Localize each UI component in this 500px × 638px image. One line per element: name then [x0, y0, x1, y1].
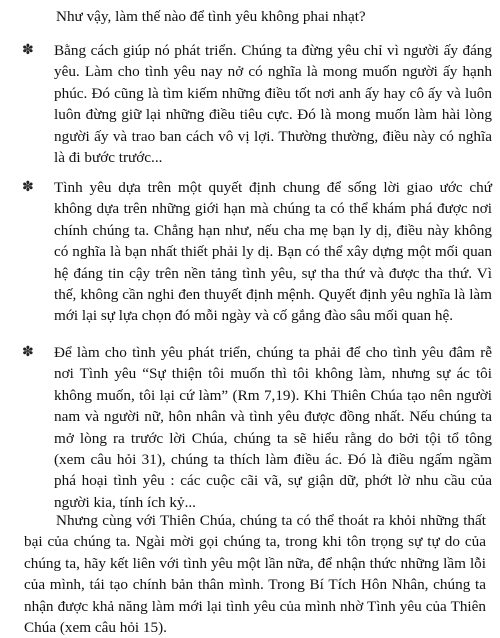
- intro-question: Như vậy, làm thế nào để tình yêu không phai nhạt?: [56, 8, 366, 25]
- bullet-text: Để làm cho tình yêu phát triển, chúng ta phải để cho tình yêu đâm rễ nơi Tình yêu “Sự thiện tôi muốn thì tôi không làm, nhưng sự ác tôi không muốn, tôi lại cứ làm” (Rm 7,19). Khi Thiên Chúa tạo nên người nam và người nữ, hôn nhân và tình yêu được đồng nhất. Nếu chúng ta mở lòng ra trước lời Chúa, chúng ta sẽ hiểu rằng do bởi tội tổ tông (xem câu hỏi 31), chúng ta thích làm điều ác. Đó là điều ngấm ngầm phá hoại tình yêu : các cuộc cãi vã, sự giận dữ, phớt lờ nhu cầu của người kia, tính ích kỷ...: [54, 344, 492, 511]
- asterisk-bullet-icon: ✽: [22, 180, 34, 195]
- bullet-text: Tình yêu dựa trên một quyết định chung để sống lời giao ước chứ không dựa trên những giới hạn mà chúng ta có thể khám phá được nơi chính chúng ta. Chẳng hạn như, nếu cha mẹ bạn ly dị, điều này không có nghĩa là bạn nhất thiết phải ly dị. Bạn có thể xây dựng một mối quan hệ đáng tin cậy trên nền tảng tình yêu, sự tha thứ và được tha thứ. Vì thế, không cần nghi đen thuyết định mệnh. Quyết định yêu nghĩa là làm mới lại sự lựa chọn đó mỗi ngày và cố gắng đào sâu mối quan hệ.: [54, 179, 492, 325]
- asterisk-bullet-icon: ✽: [22, 345, 34, 360]
- bullet-text: Bằng cách giúp nó phát triển. Chúng ta đừng yêu chỉ vì người ấy đáng yêu. Làm cho tình yêu nay nở có nghĩa là mong muốn người ấy hạnh phúc. Đó cũng là tìm kiếm những điều tốt nơi anh ấy hay cô ấy và luôn luôn đừng giữ lại những điều tiêu cực. Đó là mong muốn làm hài lòng người ấy và trao ban cách vô vị lợi. Thường thường, điều này có nghĩa là đi bước trước...: [54, 42, 492, 167]
- asterisk-bullet-icon: ✽: [22, 43, 34, 58]
- closing-paragraph: Nhưng cùng với Thiên Chúa, chúng ta có thể thoát ra khỏi những thất bại của chúng ta. Ngài mời gọi chúng ta, trong khi tôn trọng sự tự do của chúng ta, hãy kết liên với tình yêu một lần nữa, để nhận thức những lầm lỗi của mình, tái tạo chính bản thân mình. Trong Bí Tích Hôn Nhân, chúng ta nhận được khả năng làm mới lại tình yêu của mình nhờ Tình yêu của Thiên Chúa (xem câu hỏi 15).: [24, 512, 486, 637]
